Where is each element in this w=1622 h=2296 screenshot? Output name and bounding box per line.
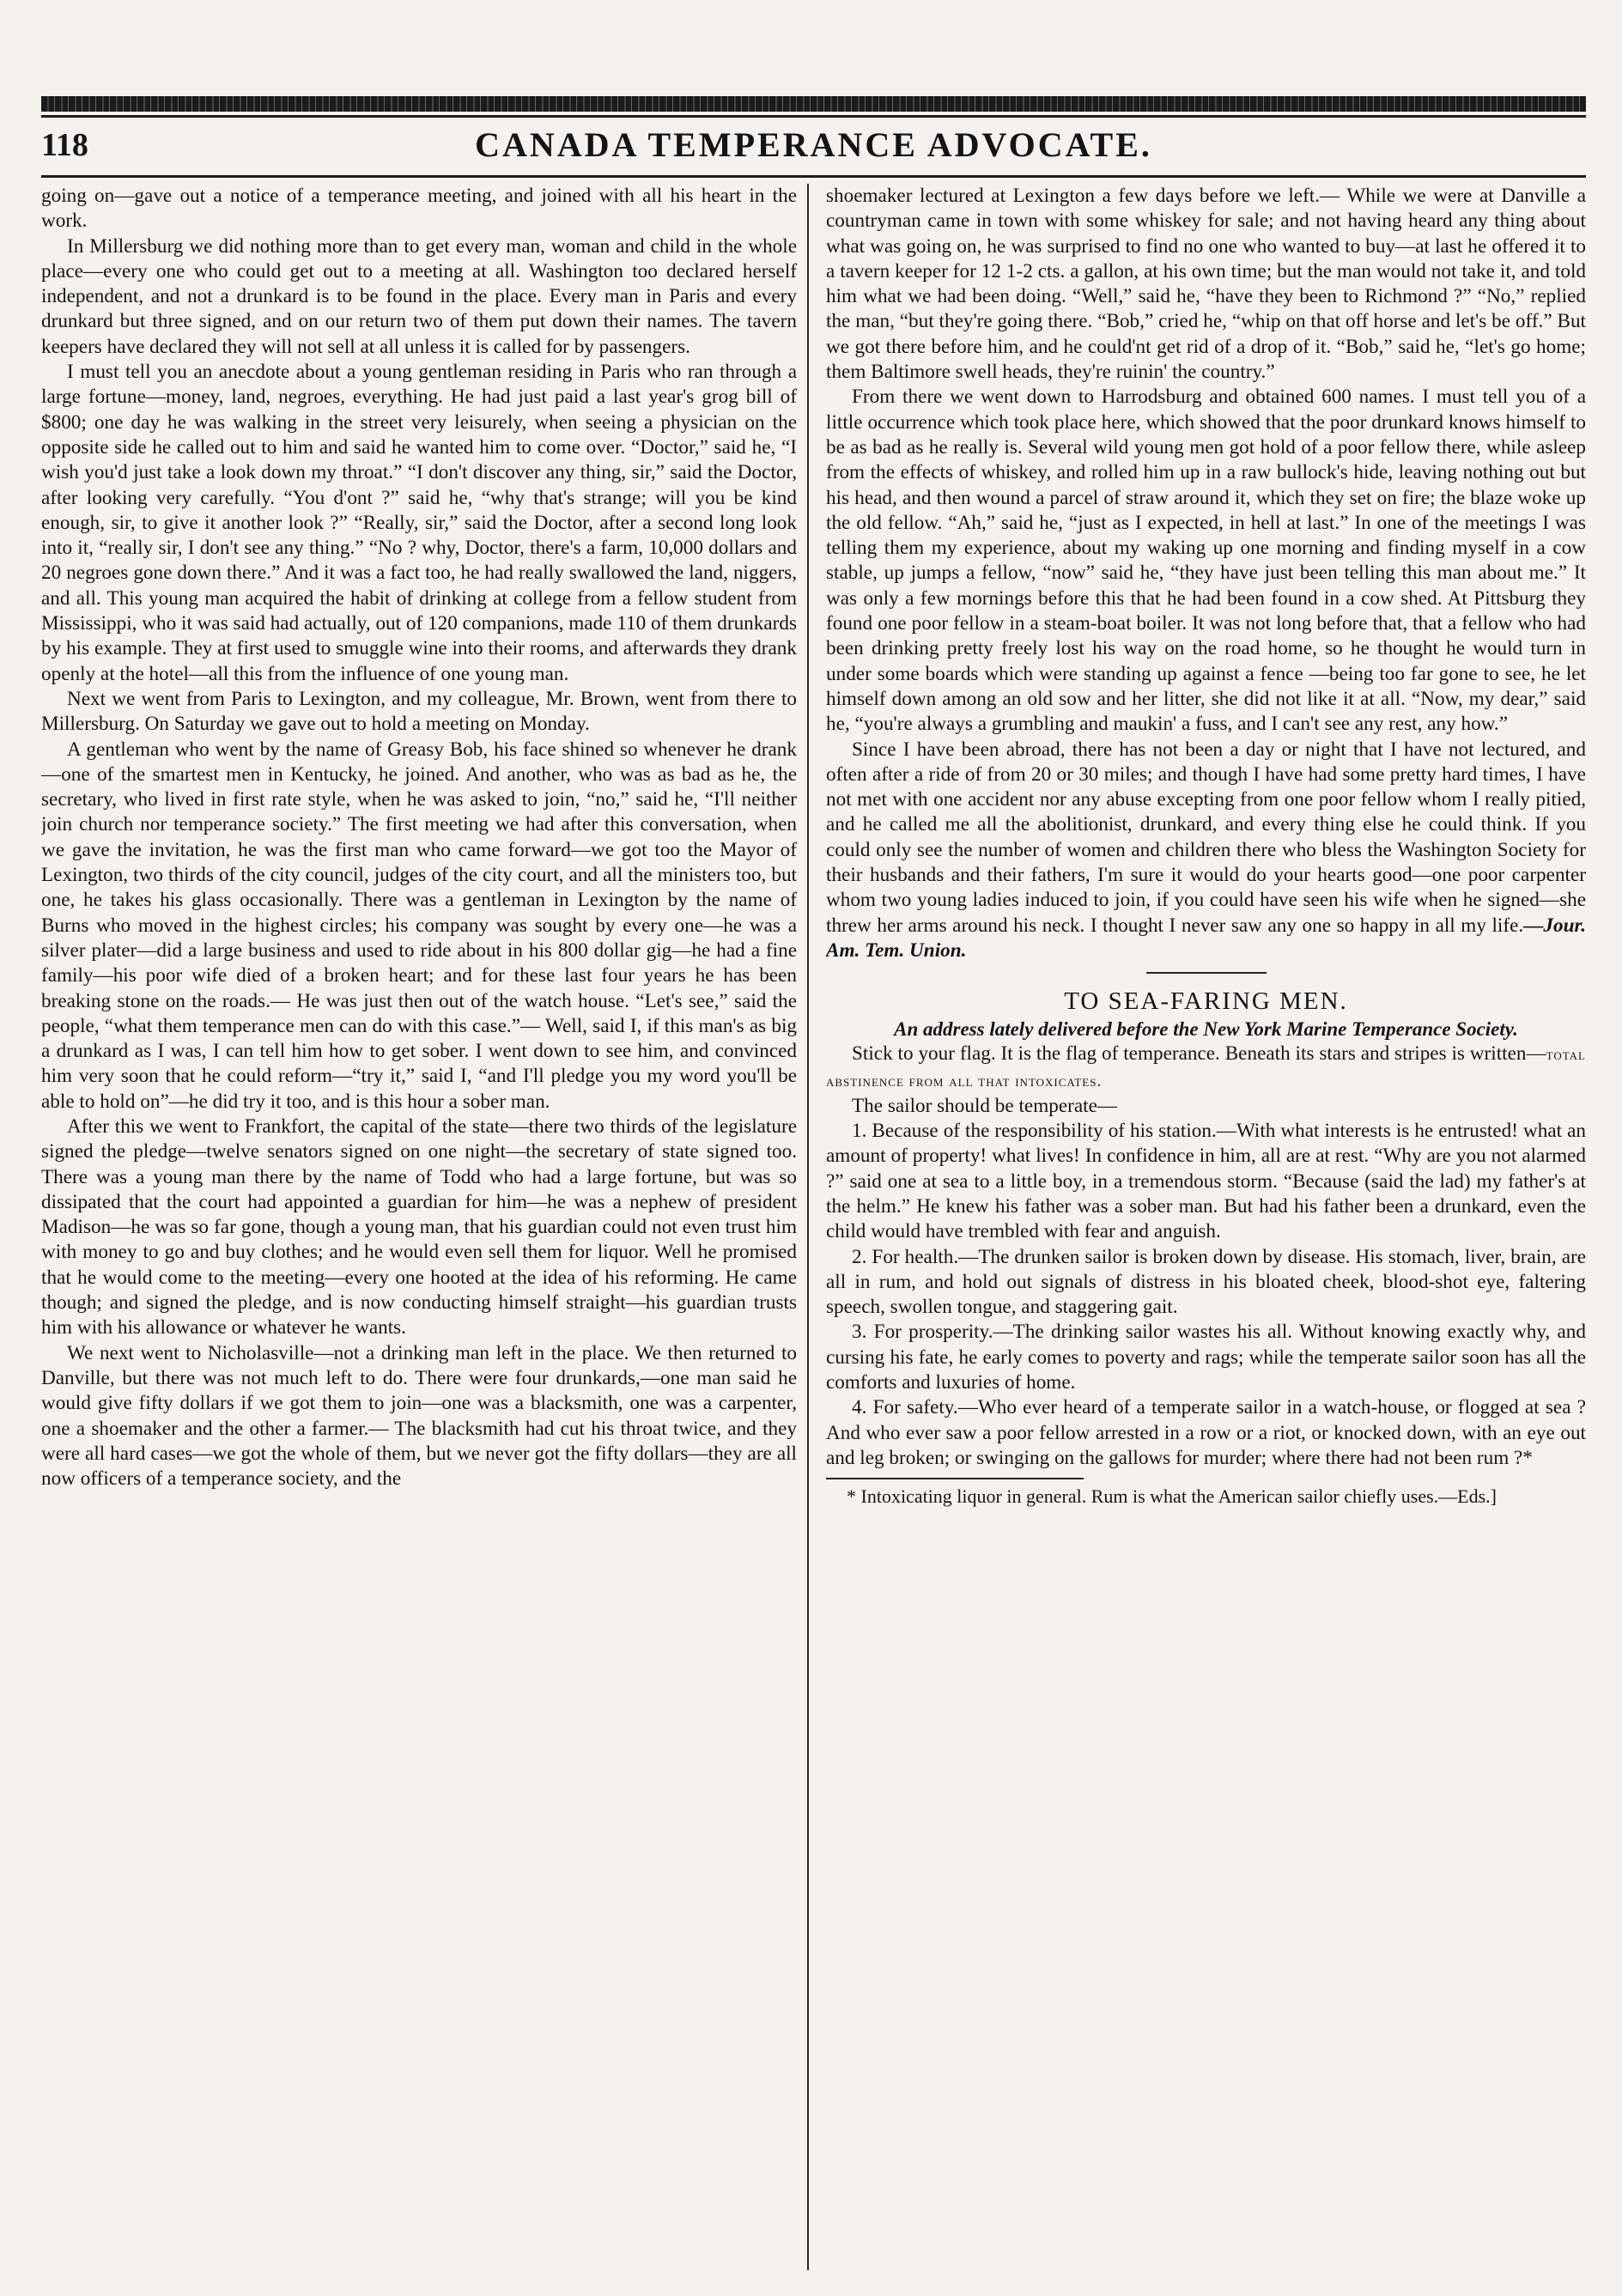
paragraph: We next went to Nicholasville—not a drinking man left in the place. We then returned to Danville, but there was not much left to do. There were four drunkards,—one man said he would give fifty dollars if we got them to join—one was a blacksmith, one was a carpenter, one a shoemaker and the other a farmer.— The blacksmith had cut his throat twice, and they were all hard cases—we got the whole of them, but we never got the fifty dollars—they are all now officers of a temperance society, and the <box>41 1341 797 1491</box>
intro-paragraph <box>826 1042 1586 1094</box>
list-item: 1. Because of the responsibility of his station.—With what interests is he entrusted! what an amount of property! what lives! In confidence in him, all are at rest. “Why are you not alarmed ?” said one at sea to a little boy, in a tremendous storm. “Because (said the lad) my father's at the helm.” He knew his father was a sober man. But had his father been a drunkard, even the child would have trembled with fear and anguish. <box>826 1120 1586 1243</box>
intro-caps-text: total abstinence from all that intoxicates. <box>826 1046 1586 1090</box>
page-title: CANADA TEMPERANCE ADVOCATE. <box>475 125 1152 164</box>
paragraph: In Millersburg we did nothing more than to get every man, woman and child in the whole place—every one who could get out to a meeting at all. Washington too declared herself independent, and not a drunkard is to be found in the place. Every man in Paris and every drunkard but three signed, and on our return two of them put down their names. The tavern keepers have declared they will not sell at all unless it is called for by passengers. <box>41 234 797 358</box>
section-title: TO SEA-FARING MEN. <box>1064 987 1348 1016</box>
column-divider <box>807 184 809 2270</box>
list-item: 3. For prosperity.—The drinking sailor wastes his all. Without knowing exactly why, and cursing his fate, he early comes to poverty and rags; while the temperate sailor soon has all the comforts and luxuries of home. <box>826 1321 1586 1394</box>
lead-line: The sailor should be temperate— <box>852 1094 1118 1117</box>
paragraph: After this we went to Frankfort, the capital of the state—there two thirds of the legislature signed the pledge—twelve senators signed on one night—the secretary of state signed too. There was a young man there by the name of Todd who had a large fortune, but was so dissipated that the court had appointed a guardian for him—he was a nephew of president Madison—he was so far gone, though a young man, that his guardian could not even trust him with money to go and buy clothes; and he would even sell them for liquor. Well he promised that he would come to the meeting—every one hooted at the idea of his reforming. He came though; and signed the pledge, and is now conducting himself straight—his guardian trusts him with his allowance or whatever he wants. <box>41 1115 797 1339</box>
top-ornamental-rule <box>41 96 1586 112</box>
page-number: 118 <box>41 127 88 163</box>
paragraph: A gentleman who went by the name of Greasy Bob, his face shined so whenever he drank—one of the smartest men in Kentucky, he joined. And another, who was as bad as he, the secretary, who lived in first rate style, when he was asked to join, “no,” said he, “I'll neither join church nor temperance society.” The first meeting we had after this conversation, when we gave the invitation, he was the first man who came forward—we got too the Mayor of Lexington, two thirds of the city council, judges of the city court, and all the ministers too, but one, he takes his glass occasionally. There was a gentleman in Lexington by the name of Burns who moved in the highest circles; his company was sought by every one—he was a silver plater—did a large business and used to ride about in his 800 dollar gig—he had a fine family—his poor wife died of a broken heart; and for these last four years he has been breaking stone on the roads.— He was just then out of the watch house. “Let's see,” said the people, “what them temperance men can do with this case.”— Well, said I, if this man's as big a drunkard as I was, I can tell him how to get sober. I went down to see him, and convinced him very soon that he could reform—“try it,” said I, “and I'll pledge you my word you'll be able to hold on”—he did try it too, and is this hour a sober man. <box>41 738 797 1113</box>
list-item: 4. For safety.—Who ever heard of a temperate sailor in a watch-house, or flogged at sea ? And who ever saw a poor fellow arrested in a row or a riot, or knocked down, with an eye out and leg broken; or swinging on the gallows for murder; where there had not been rum ?* <box>826 1396 1586 1469</box>
intro-text: Stick to your flag. It is the flag of temperance. Beneath its stars and stripes is written— <box>852 1042 1546 1066</box>
section-subtitle: An address lately delivered before the New York Marine Temperance Society. <box>894 1018 1518 1041</box>
paragraph: I must tell you an anecdote about a young gentleman residing in Paris who ran through a large fortune—money, land, negroes, everything. He had just paid a last year's grog bill of $800; one day he was walking in the street very leisurely, when seeing a physician on the opposite side he called out to him and said he wanted him to come over. “Doctor,” said he, “I wish you'd just take a look down my throat.” “I don't discover any thing, sir,” said the Doctor, after looking very carefully. “You d'ont ?” said he, “why that's strange; will you be kind enough, sir, to give it another look ?” “Really, sir,” said the Doctor, after a second long look into it, “really sir, I don't see any thing.” “No ? why, Doctor, there's a farm, 10,000 dollars and 20 negroes gone down there.” And it was a fact too, he had really swallowed the land, niggers, and all. This young man acquired the habit of drinking at college from a fellow student from Mississippi, who it was said had actually, out of 120 companions, made 110 of them drunkards by his example. They at first used to smuggle wine into their rooms, and afterwards they drank openly at the hotel—all this from the influence of one young man. <box>41 361 797 685</box>
list-item: 2. For health.—The drunken sailor is broken down by disease. His stomach, liver, brain, are all in rum, and hold out signals of distress in his bloated cheek, blood-shot eye, faltering speech, swollen tongue, and staggering gait. <box>826 1245 1586 1319</box>
left-column <box>41 184 797 2272</box>
right-column <box>826 184 1586 2272</box>
footnote: * Intoxicating liquor in general. Rum is what the American sailor chiefly uses.—Eds.] <box>847 1485 1497 1508</box>
header-rule <box>41 175 1586 178</box>
paragraph <box>826 738 1586 964</box>
section-separator <box>1146 972 1267 974</box>
source-signature: —Jour. Am. Tem. Union. <box>826 914 1586 962</box>
paragraph: From there we went down to Harrodsburg and obtained 600 names. I must tell you of a little occurrence which took place here, which showed that the poor drunkard knows himself to be as bad as he really is. Several wild young men got hold of a poor fellow there, while asleep from the effects of whiskey, and rolled him up in a raw bullock's hide, leaving nothing out but his head, and then wound a parcel of straw around it, which they set on fire; the blaze woke up the old fellow. “Ah,” said he, “just as I expected, in hell at last.” In one of the meetings I was telling them my experience, about my waking up one morning and finding myself in a cow stable, up jumps a fellow, “now” said he, “they have just been telling this man about me.” It was only a few mornings before this that he had been found in a cow shed. At Pittsburg they found one poor fellow in a steam-boat boiler. It was not long before that, that a fellow who had been drinking pretty freely lost his way on the road home, so he thought he would turn in under some boards which were standing up against a fence —being too far gone to see, he let himself down among an old sow and her litter, she did not like it at all. “Now, my dear,” said he, “you're always a grumbling and maukin' a fuss, and I can't see any rest, any how.” <box>826 386 1586 736</box>
paragraph: shoemaker lectured at Lexington a few days before we left.— While we were at Danville a countryman came in town with some whiskey for sale; and not having heard any thing about what was going on, he was surprised to find no one who wanted to buy—at last he offered it to a tavern keeper for 12 1-2 cts. a gallon, at his own time; but the man would not take it, and told him what we had been doing. “Well,” said he, “have they been to Richmond ?” “No,” replied the man, “but they're going there. “Bob,” cried he, “whip on that off horse and let's be off.” But we got there before him, and he could'nt get rid of a drop of it. “Bob,” said he, “let's go home; them Baltimore swell heads, they're ruinin' the country.” <box>826 185 1586 384</box>
page-header <box>41 120 1586 173</box>
paragraph: going on—gave out a notice of a temperance meeting, and joined with all his heart in the work. <box>41 185 797 233</box>
footnote-rule <box>826 1478 1084 1479</box>
paragraph: Next we went from Paris to Lexington, and my colleague, Mr. Brown, went from there to Millersburg. On Saturday we gave out to hold a meeting on Monday. <box>41 687 797 736</box>
paragraph-text: Since I have been abroad, there has not been a day or night that I have not lectured, and often after a ride of from 20 or 30 miles; and though I have had some pretty hard times, I have not met with one accident nor any abuse excepting from one poor fellow whom I really pitied, and he called me all the abolitionist, drunkard, and every thing else he could think. If you could only see the number of women and children there who bless the Washington Society for their husbands and their fathers, I'm sure it would do your hearts good—one poor carpenter whom two young ladies induced to join, if you could have seen his wife when he signed—she threw her arms around his neck. I thought I never saw any one so happy in all my life. <box>826 738 1586 937</box>
